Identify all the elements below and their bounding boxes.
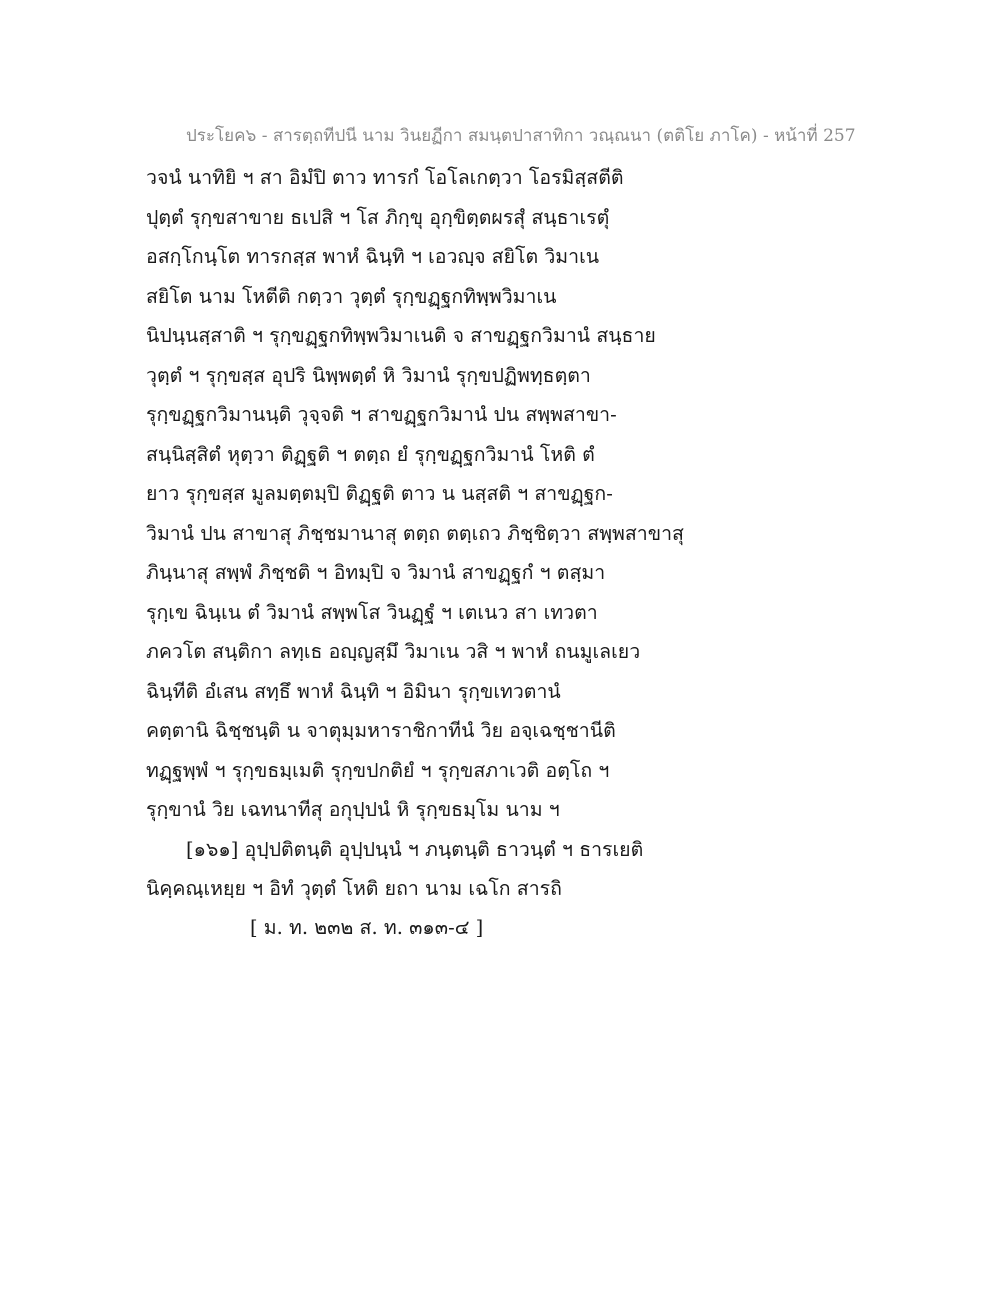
text-line: รุกฺขานํ วิย เฉทนาทีสุ อกุปฺปนํ หิ รุกฺขธมฺโม นาม ฯ (146, 798, 560, 821)
text-line: ภควโต สนฺติกา ลทฺเธ อญฺญสฺมึ วิมาเน วสิ ฯ พาหํ ถนมูเลเยว (146, 640, 641, 663)
running-header: ประโยค๖ - สารตฺถทีปนี นาม วินยฏีกา สมนฺตปาสาทิกา วณฺณนา (ตติโย ภาโค) - หน้าที่ 257 (186, 126, 856, 146)
text-line: นิปนฺนสฺสาติ ฯ รุกฺขฏฺฐกทิพฺพวิมาเนติ จ สาขฏฺฐกวิมานํ สนฺธาย (146, 324, 656, 347)
text-line: วิมานํ ปน สาขาสุ ภิชฺชมานาสุ ตตฺถ ตตฺเถว ภิชฺชิตฺวา สพฺพสาขาสุ (146, 521, 684, 545)
text-line: อสกฺโกนฺโต ทารกสฺส พาหํ ฉินฺทิ ฯ เอวญฺจ สยิโต วิมาเน (146, 245, 600, 268)
text-line: ยาว รุกฺขสฺส มูลมตฺตมฺปิ ติฏฺฐติ ตาว น นสฺสติ ฯ สาขฏฺฐก- (146, 482, 613, 505)
cross-reference: [ ม. ท. ๒๓๒ ส. ท. ๓๑๓-๔ ] (250, 916, 484, 939)
text-line: วุตฺตํ ฯ รุกฺขสฺส อุปริ นิพฺพตฺตํ หิ วิมานํ รุกฺขปฏิพทฺธตฺตา (146, 363, 591, 387)
text-line: วจนํ นาทิยิ ฯ สา อิมํปิ ตาว ทารกํ โอโลเกตฺวา โอรมิสฺสตีติ (146, 166, 624, 189)
text-line: นิคฺคณฺเหยฺย ฯ อิทํ วุตฺตํ โหติ ยถา นาม เฉโก สารถิ (146, 877, 562, 900)
text-line: ภินฺนาสุ สพฺพํ ภิชฺชติ ฯ อิทมฺปิ จ วิมานํ สาขฏฺฐกํ ฯ ตสฺมา (146, 561, 606, 584)
text-line: สยิโต นาม โหตีติ กตฺวา วุตฺตํ รุกฺขฏฺฐกทิพฺพวิมาเน (146, 284, 557, 308)
text-line: ปุตฺตํ รุกฺขสาขาย ธเปสิ ฯ โส ภิกฺขุ อุกฺขิตฺตผรสุํ สนฺธาเรตุํ (146, 205, 610, 229)
text-line: ทฏฺฐพฺพํ ฯ รุกฺขธมฺเมติ รุกฺขปกติยํ ฯ รุกฺขสภาเวติ อตฺโถ ฯ (146, 758, 610, 782)
paragraph-start-line: [๑๖๑] อุปฺปติตนฺติ อุปฺปนฺนํ ฯ ภนฺตนฺติ ธาวนฺตํ ฯ ธารเยติ (186, 837, 644, 861)
text-line: รุกฺขฏฺฐกวิมานนฺติ วุจฺจติ ฯ สาขฏฺฐกวิมานํ ปน สพฺพสาขา- (146, 403, 617, 426)
text-line: ฉินฺทีติ อํเสน สทฺธึ พาหํ ฉินฺทิ ฯ อิมินา รุกฺขเทวตานํ (146, 679, 561, 703)
body-text (146, 158, 866, 909)
text-line: รุกฺเข ฉินฺเน ตํ วิมานํ สพฺพโส วินฏฺฐํ ฯ เตเนว สา เทวตา (146, 600, 598, 624)
text-line: สนฺนิสฺสิตํ หุตฺวา ติฏฺฐติ ฯ ตตฺถ ยํ รุกฺขฏฺฐกวิมานํ โหติ ตํ (146, 442, 595, 466)
text-line: คตฺตานิ ฉิชฺชนฺติ น จาตุมฺมหาราชิกาทีนํ วิย อจฺเฉชฺชานีติ (146, 719, 616, 742)
